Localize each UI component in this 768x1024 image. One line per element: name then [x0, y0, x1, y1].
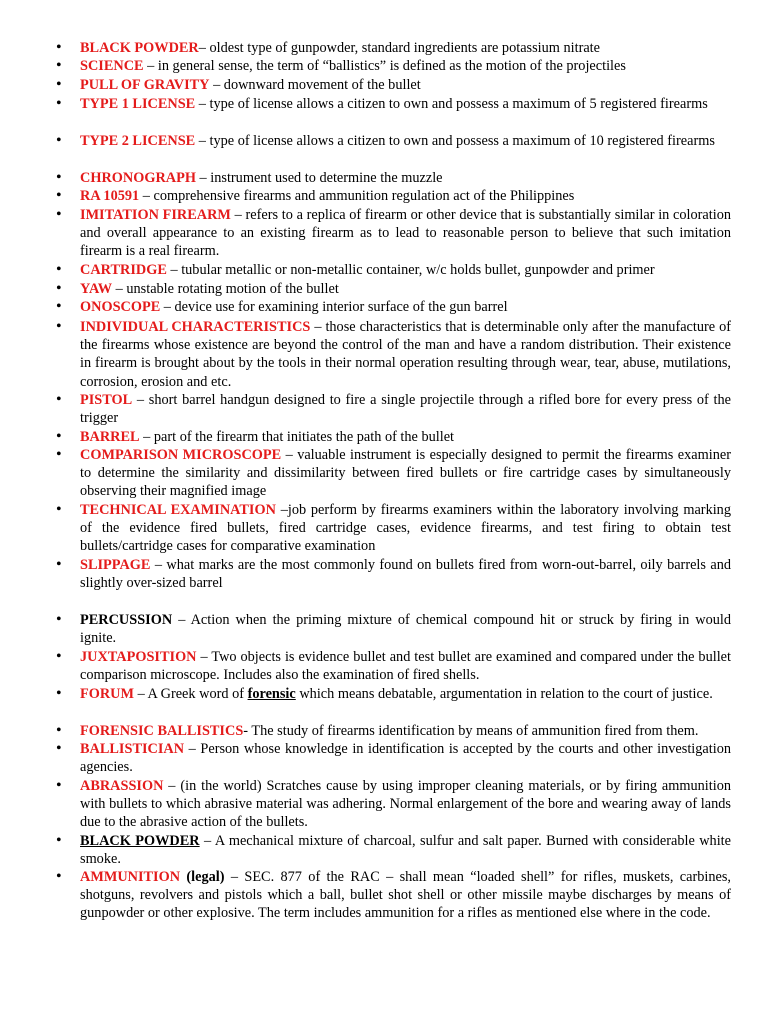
bullet-icon: •	[56, 132, 62, 149]
definition: A mechanical mixture of charcoal, sulfur and salt paper. Burned with considerable white smoke.	[80, 833, 731, 868]
definition: type of license allows a citizen to own and possess a maximum of 10 registered firearms	[209, 133, 715, 149]
bullet-icon: •	[56, 261, 62, 278]
definition: unstable rotating motion of the bullet	[126, 281, 339, 297]
term: PULL OF GRAVITY	[80, 77, 210, 93]
definition: Action when the priming mixture of chemical compound hit or struck by firing in would ignite.	[80, 612, 731, 647]
term: JUXTAPOSITION	[80, 649, 197, 665]
term: ONOSCOPE	[80, 299, 161, 315]
term: BALLISTICIAN	[80, 741, 185, 757]
definition: valuable instrument is especially designed to permit the firearms examiner to determine the similarity and dissimilarity between fired bullets or fire cartridge cases by simultaneously observing their magnified image	[80, 447, 731, 500]
definition: oldest type of gunpowder, standard ingredients are potassium nitrate	[209, 40, 601, 56]
term: AMMUNITION	[80, 869, 181, 885]
term: FORENSIC BALLISTICS	[80, 723, 244, 739]
term: SCIENCE	[80, 58, 144, 74]
bullet-icon: •	[56, 76, 62, 93]
term: TYPE 2 LICENSE	[80, 133, 196, 149]
definition: (in the world) Scratches cause by using improper cleaning materials, or by firing ammunition with bullets to which abrasive material was adhering. Normal enlargement of the bore and wearing away of lands due to the abrasive action of the bullets.	[80, 778, 731, 831]
bullet-icon: •	[56, 611, 62, 628]
bullet-icon: •	[56, 280, 62, 297]
bullet-icon: •	[56, 777, 62, 794]
definition: short barrel handgun designed to fire a single projectile through a rifled bore for every press of the trigger	[80, 392, 731, 427]
definition: Person whose knowledge in identification is accepted by the courts and other investigation agencies.	[80, 741, 732, 776]
bullet-icon: •	[56, 428, 62, 445]
definition: in general sense, the term of “ballistics” is defined as the motion of the projectiles	[157, 58, 626, 74]
definition: refers to a replica of firearm or other device that is substantially similar in coloration and overall appearance to an existing firearm as to lead to reasonable person to believe that such imitation firearm is a real firearm.	[80, 207, 731, 260]
bullet-icon: •	[56, 206, 62, 223]
term: TECHNICAL EXAMINATION	[80, 502, 276, 518]
definition: instrument used to determine the muzzle	[210, 170, 443, 186]
bullet-icon: •	[56, 501, 62, 518]
definition: SEC. 877 of the RAC – shall mean “loaded shell” for rifles, muskets, carbines, shotguns, revolvers and pistols which a ball, bullet shot shell or other missile maybe discharges by means of gunpowder or other explosive. The term includes ammunition for a rifles as mentioned else where in the code.	[80, 869, 732, 922]
term: COMPARISON MICROSCOPE	[80, 447, 282, 463]
definition: type of license allows a citizen to own and possess a maximum of 5 registered firearms	[209, 96, 708, 112]
definition: comprehensive firearms and ammunition regulation act of the Philippines	[153, 188, 575, 204]
definition: downward movement of the bullet	[223, 77, 421, 93]
bullet-icon: •	[56, 685, 62, 702]
bullet-icon: •	[56, 57, 62, 74]
term: IMITATION FIREARM	[80, 207, 231, 223]
term: PISTOL	[80, 392, 133, 408]
term: BLACK POWDER	[80, 833, 200, 849]
term: PERCUSSION	[80, 612, 173, 628]
definition: what marks are the most commonly found on bullets fired from worn-out-barrel, oily barrels and slightly over-sized barrel	[80, 557, 732, 592]
term: FORUM	[80, 686, 134, 702]
bullet-icon: •	[56, 556, 62, 573]
emphasized-word: forensic	[247, 686, 296, 702]
bullet-icon: •	[56, 868, 62, 885]
definition: job perform by firearms examiners within the laboratory involving marking of the evidence fired bullets, fired cartridge cases, evidence firearms, and test firing to obtain test bullets/cartridge cases for comparative examination	[80, 502, 731, 555]
term: ABRASSION	[80, 778, 164, 794]
term: CHRONOGRAPH	[80, 170, 196, 186]
definition: device use for examining interior surface of the gun barrel	[174, 299, 508, 315]
term-qualifier: (legal)	[186, 869, 225, 885]
term: RA 10591	[80, 188, 140, 204]
bullet-icon: •	[56, 298, 62, 315]
definition: The study of firearms identification by means of ammunition fired from them.	[251, 723, 699, 739]
term: BLACK POWDER	[80, 40, 199, 56]
definition: Two objects is evidence bullet and test bullet are examined and compared under the bullet comparison microscope. Includes also the examination of fired shells.	[80, 649, 731, 684]
definition: tubular metallic or non-metallic container, w/c holds bullet, gunpowder and primer	[181, 262, 655, 278]
bullet-icon: •	[56, 446, 62, 463]
bullet-icon: •	[56, 648, 62, 665]
term: INDIVIDUAL CHARACTERISTICS	[80, 319, 311, 335]
bullet-icon: •	[56, 722, 62, 739]
definition: those characteristics that is determinable only after the manufacture of the firearms whose existence are beyond the control of the man and have a random distribution. Their existence in firearm is brought about by the tools in their normal operation resulting through wear, tear, abuse, mutilations, corrosion, erosion and etc.	[80, 319, 731, 390]
term: YAW	[80, 281, 113, 297]
term: SLIPPAGE	[80, 557, 151, 573]
definition: which means debatable, argumentation in relation to the court of justice.	[295, 686, 713, 702]
bullet-icon: •	[56, 39, 62, 56]
bullet-icon: •	[56, 318, 62, 335]
term: CARTRIDGE	[80, 262, 167, 278]
term: BARREL	[80, 429, 140, 445]
bullet-icon: •	[56, 740, 62, 757]
definition: part of the firearm that initiates the path of the bullet	[153, 429, 455, 445]
term: TYPE 1 LICENSE	[80, 96, 196, 112]
bullet-icon: •	[56, 95, 62, 112]
bullet-icon: •	[56, 169, 62, 186]
bullet-icon: •	[56, 832, 62, 849]
bullet-icon: •	[56, 391, 62, 408]
bullet-icon: •	[56, 187, 62, 204]
